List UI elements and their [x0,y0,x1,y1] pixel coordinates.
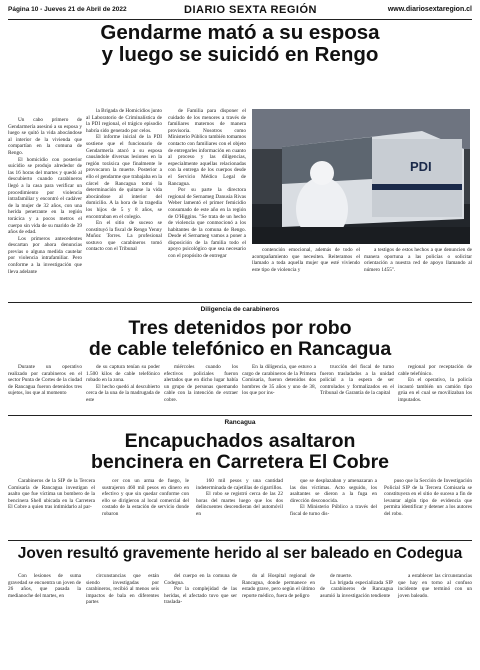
story3-col4 [290,478,377,536]
story3-col3-p1: 160 mil pesos y una cantidad indeterminada de cajetillas de cigarrillos. [196,478,283,491]
story2-col4 [242,364,316,410]
story2-col5-p1: trucción del fiscal de turno fueron trasladados a la unidad policial a la espera de ser controlados y formalizados en el Tribunal de Garantía de la capital [320,364,394,397]
story2-col4-p1: En la diligencia, que estuvo a cargo de carabineros de la Primera Comisaría, fueron detenidos dos hombres de 35 años y uno de 38, los que por ins- [242,364,316,397]
story3-col1 [8,478,95,536]
story1-col2-p1: la Brigada de Homicidios junto al Laboratorio de Criminalística de la PDI regional, el trágico episodio habría sido generado por celos. [86,108,162,134]
story3-col3-p2: El robo se registró cerca de las 22 horas del martes luego que los dos delincuentes descendieran del automóvil en [196,491,283,517]
story2-col2-p1: de su captura tenían su poder 1.500 kilos de cable telefónico robado en la zona. [86,364,160,384]
story3-col4-p1: que se desplazaban y amenazaran a las dos víctimas. Acto seguido, los asaltantes se dieron a la fuga en dirección desconocida. [290,478,377,504]
story1-col3-p1: de Familia para disponer el cuidado de los menores a través de familiares maternos de manera provisoria. Nosotros como Ministerio Público también tomamos contacto con familiares con el objeto de entregarles información en cuanto al proceso y las diligencias, especialmente aquellas relacionadas con la entrega de los cuerpos desde el Servicio Médico Legal de Rancagua. [168,108,247,187]
story4-col3-p1: del cuerpo en la comuna de Codegua. [164,573,237,586]
vehicle-rear [372,139,462,217]
photo-foreground [252,227,470,244]
pdi-vehicle-label: PDI [410,159,432,174]
page-label: Página 10 - Jueves 21 de Abril de 2022 [8,6,127,13]
story1-col1 [8,117,82,275]
story1-col3-p2: Por su parte la directora regional de Sernameg Danusia Rivas Weber lamentó el primer femicidio consumado de este año en la región de O'Higgins. "Se trata de un hecho de violencia que conmocionó a los habitantes de la comuna de Rengo. Desde el Sernameg vamos a poner a disposición de la familia todo el apoyo psicológico que sea necesario con el propósito de entregar [168,187,246,260]
story3-headline-line2: bencinera en Carretera El Cobre [90,451,390,474]
section-rule-2 [8,415,472,416]
story3-col3 [196,478,283,536]
story4-col4-p1: do al Hospital regional de Rancagua, donde permanece en estado grave, pero según el último reporte médico, fuera de peligro [242,573,315,599]
pdi-vehicle-photo [252,109,470,244]
story2-col6-p1: regional por receptación de cable telefónico. [398,364,472,377]
vehicle-stripe [372,184,462,190]
story2-col3-p1: miércoles cuando los efectivos policiales fueron alertados que en dicho lugar había un grupo de personas quemando cable con la intención de extraer cobre. [164,364,238,403]
story1-col4 [252,247,360,285]
section-rule-1 [8,302,472,303]
story4-col2 [86,573,159,665]
story4-col5 [320,573,393,665]
story1-col2-p2: El informe inicial de la PDI sostiene que el funcionario de Gendarmería atacó a su esposa causándole diversas lesiones en la región toráxica que finalmente le provocaron la muerte. Posterior a ello el gendarme que trabajaba en la cárcel de Rancagua tomó la determinación de quitarse la vida abocándose al interior del domicilio. A la hora de la tragedia los hijos de 5 y 8 años, se encontraban en el colegio. [86,134,162,220]
story1-photo [252,109,470,244]
story4-col3 [164,573,237,665]
story1-col2 [86,108,162,265]
story4-col6 [398,573,472,665]
story1-col1-p2: El homicidio con posterior suicidio se produjo alrededor de las 16 horas del martes y quedó al descubierto cuando carabineros llegó a la casa para verificar un procedimiento por violencia intrafamiliar y encontró el cadáver de la mujer de 32 años, con una herida penetrante en la región torácica y a pocos metros el cuerpo sin vida de su marido de 39 años de edad. [8,156,82,236]
story4-col1-p1: Con lesiones de suma gravedad se encuentra un joven de 26 años, que pasada la medianoche del martes, en [8,573,81,599]
story3-col4-p2: El Ministerio Público a través del fiscal de turno dis- [290,504,377,517]
story2-kicker: Diligencia de carabineros [200,306,280,313]
story3-col5 [384,478,472,536]
forensic-officer-hood [310,161,334,185]
story2-col2 [86,364,160,410]
story4-col5-p1: de muerte. [330,573,353,579]
story3-headline-line1: Encapuchados asaltaron [124,430,356,452]
story2-col1 [8,364,82,410]
story4-headline: Joven resultó gravemente herido al ser baleado en Codegua [17,545,463,562]
story4-col4 [242,573,315,665]
story1-headline-line1: Gendarme mató a su esposa [100,21,380,44]
story1-headline-line2: y luego se suicidó en Rengo [101,43,379,67]
story2-col1-p1: Durante un operativo realizado por carabineros en el sector Punta de Cortes de la ciudad de Rancagua fueron detenidos tres sujetos, los que al momento [8,364,82,397]
story1-col5 [364,247,472,285]
story2-col2-p2: El hecho quedó al descubierto cerca de la una de la madrugada de este [86,383,160,403]
story1-col1-p3: Los primeros antecedentes descartan por ahora denuncias previas o alguna medida cautelar por violencia intrafamiliar. Pero conforme a la investigación que lleva adelante [8,235,82,275]
story3-headline [8,431,472,473]
story1-headline [8,22,472,66]
story3-col1-p1: Carabineros de la SIP de la Tercera Comisaría de Rancagua investigan el asalto que fue víctima un bombero de la bencinera Shell ubicada en la Carretera El Cobre a quien tras intimidarlo al par- [8,478,95,511]
newspaper-url: www.diariosextaregion.cl [387,6,472,13]
story2-col5 [320,364,394,410]
story1-col4-p1: contención emocional, además de todo el acompañamiento que necesiten. Reiteramos el llamado a toda aquella mujer que esté viviendo este tipo de violencia y [252,247,360,273]
story4-col3-p2: Por la complejidad de las heridas, el afectado tuvo que ser traslada- [164,586,237,606]
header-rule [8,19,472,20]
story3-col2-p1: cer con un arma de fuego, le sustrajeron 460 mil pesos en dinero en efectivo y que sin quedar conforme con ello se dirigieron al local comercial del costado de la estación de servicio donde robaron [102,478,189,517]
section-rule-3 [8,540,472,541]
story4-col5-p2: La brigada especializada SIP de carabineros de Rancagua asumió la investigación tendiente [320,579,393,599]
story4-col1 [8,573,81,665]
story3-col2 [102,478,189,536]
story1-col2-p3: En el sitio de suceso se constituyó la fiscal de Rengo Yenny Muñoz Torres. La profesional sostuvo que carabineros tomó contacto con el Tribunal [86,220,162,253]
story2-headline [8,318,472,360]
story4-col6-p1: a establecer las circunstancias que hay en torno al confuso incidente que terminó con un joven baleado. [398,573,472,599]
story2-col6-p2: En el operativo, la policía incautó también un camión tipo grúa en el cual se movilizaban los imputados. [398,377,472,403]
story3-col5-p1: puso que la Sección de Investigación Policial SIP de la Tercera Comisaría se constituyera en el sitio de suceso a fin de levantar algún tipo de evidencia que permita identificar y detener a los autores del robo. [384,478,472,517]
story1-col5-p1: a testigos de estos hechos a que denuncien de manera oportuna a las policías o solicitar orientación a nuestra red de apoyo llamando al número 1455". [364,247,472,273]
story2-headline-line1: Tres detenidos por robo [128,317,352,339]
story1-col3 [168,108,246,265]
page-header [8,3,472,19]
story2-headline-line2: de cable telefónico en Rancagua [88,338,392,361]
story2-col6 [398,364,472,410]
story3-kicker: Rancagua [224,419,256,426]
story2-col3 [164,364,238,410]
newspaper-brand: DIARIO SEXTA REGIÓN [184,4,317,16]
story1-col1-p1: Un cabo primero de Gendarmería asesinó a su esposa y luego se quitó la vida abocándose al interior de la vivienda que compartían en la comuna de Rengo. [8,117,82,156]
story4-col2-p1: circunstancias que están siendo investigadas por carabineros, recibió al menos seis impactos de bala en diferentes partes [86,573,159,606]
